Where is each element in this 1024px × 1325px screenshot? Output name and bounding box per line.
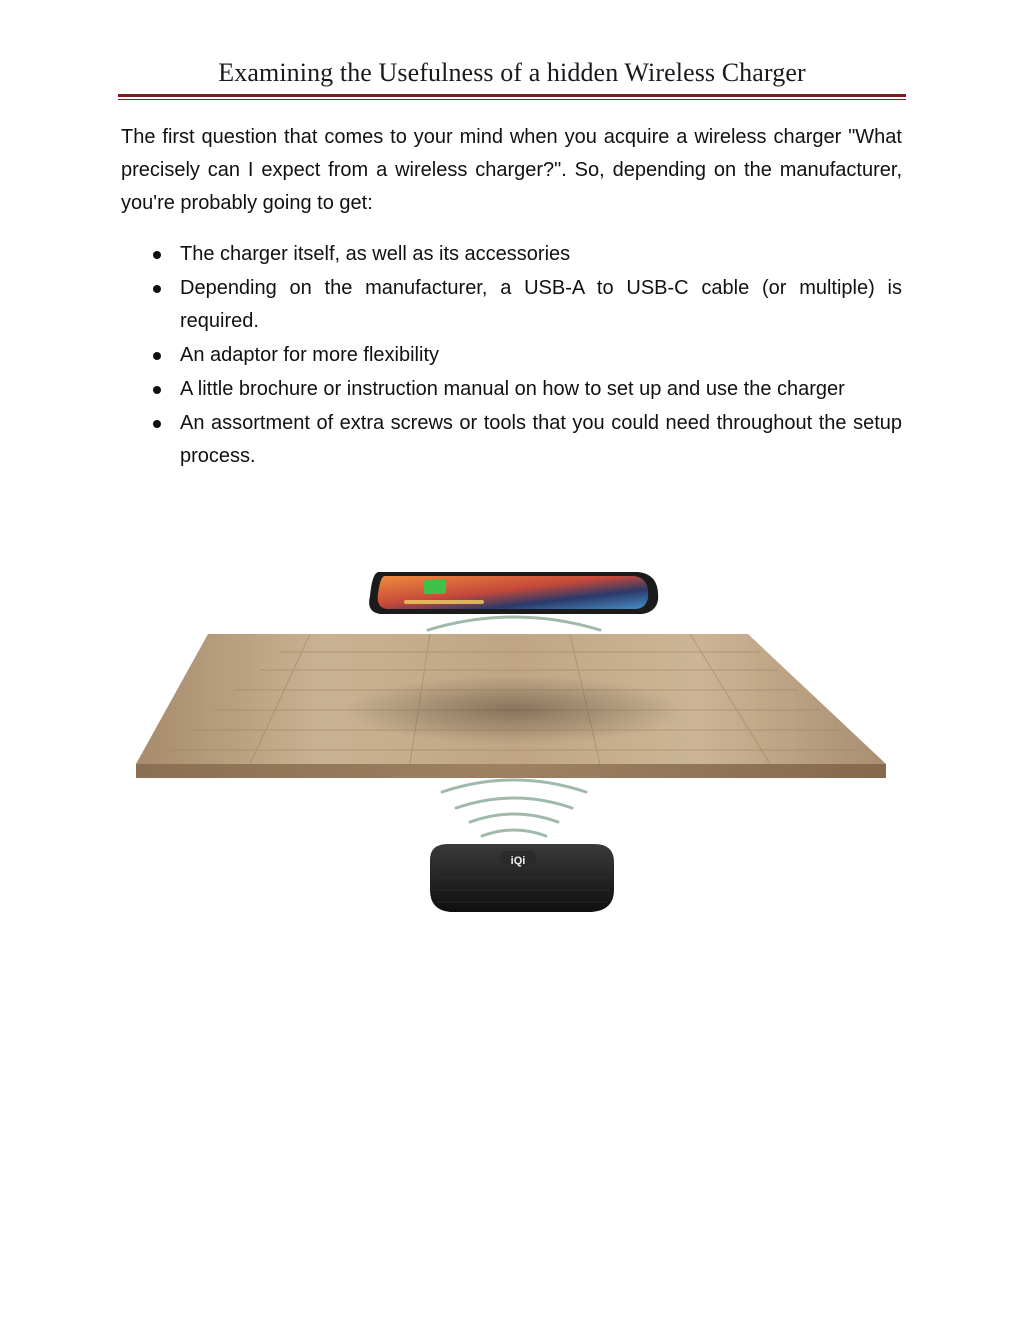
- title-rule-thick: [118, 94, 906, 97]
- wireless-charger-pad: [430, 844, 614, 912]
- bullet-item: An assortment of extra screws or tools that you could need throughout the setup process.: [121, 407, 902, 473]
- charger-logo: iQi: [510, 855, 526, 867]
- bullet-item: The charger itself, as well as its accessories: [121, 238, 902, 271]
- document-title: Examining the Usefulness of a hidden Wireless Charger: [218, 58, 806, 87]
- intro-paragraph: The first question that comes to your mind when you acquire a wireless charger "What precisely can I expect from a wireless charger?". So, depending on the manufacturer, you're probably going to get:: [121, 126, 902, 214]
- bullet-list: [121, 238, 902, 474]
- wireless-signal-icon: [442, 780, 586, 836]
- wooden-table-top: [136, 634, 886, 778]
- wireless-charging-illustration: [130, 560, 894, 920]
- bullet-item: An adaptor for more flexibility: [121, 339, 902, 372]
- title-rule-thin: [118, 99, 906, 100]
- bullet-item: A little brochure or instruction manual on how to set up and use the charger: [121, 373, 902, 406]
- bullet-item: Depending on the manufacturer, a USB-A to USB-C cable (or multiple) is required.: [121, 272, 902, 338]
- smartphone-icon: [369, 572, 658, 614]
